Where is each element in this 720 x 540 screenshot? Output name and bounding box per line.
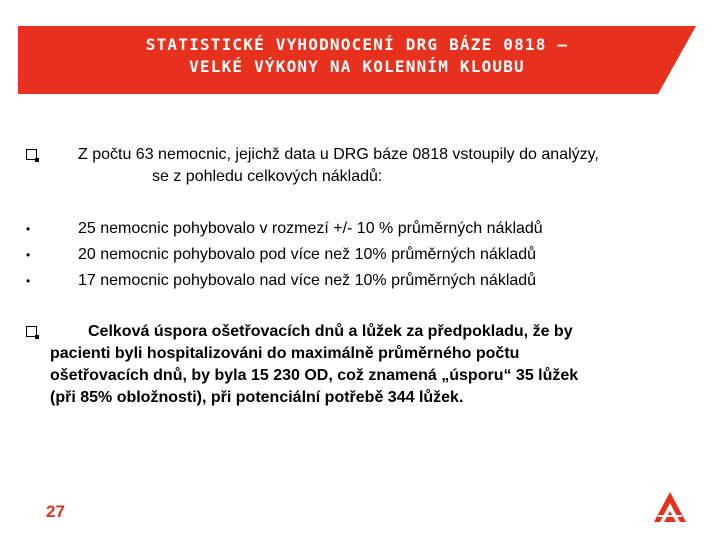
bullet-dot-icon: • [26, 248, 31, 262]
bullet-dot-icon: • [26, 222, 31, 236]
bullet-item-2: 20 nemocnic pohybovalo pod více než 10% průměrných nákladů [78, 246, 537, 263]
intro-line-1: Z počtu 63 nemocnic, jejichž data u DRG báze 0818 vstoupily do analýzy, [78, 146, 599, 163]
company-logo-icon [650, 486, 690, 526]
page-title [18, 34, 696, 78]
summary-line-3: ošetřovacích dnů, by byla 15 230 OD, což znamená „úsporu“ 35 lůžek [50, 367, 579, 384]
title-banner [18, 26, 696, 94]
checkbox-bullet-icon [26, 149, 37, 160]
summary-line-1: Celková úspora ošetřovacích dnů a lůžek za předpokladu, že by [88, 323, 573, 340]
intro-line-2: se z pohledu celkových nákladů: [152, 168, 383, 185]
title-line-1: STATISTICKÉ VYHODNOCENÍ DRG BÁZE 0818 – [145, 35, 569, 54]
summary-line-2: pacienti byli hospitalizováni do maximálně průměrného počtu [50, 345, 520, 362]
page-number: 27 [46, 502, 65, 521]
checkbox-bullet-icon [26, 326, 37, 337]
summary-line-4: (při 85% obložnosti), při potenciální potřebě 344 lůžek. [50, 389, 464, 406]
bullet-item-1: 25 nemocnic pohybovalo v rozmezí +/- 10 % průměrných nákladů [78, 220, 543, 237]
bullet-dot-icon: • [26, 274, 31, 288]
bullet-item-3: 17 nemocnic pohybovalo nad více než 10% průměrných nákladů [78, 272, 537, 289]
title-line-2: VELKÉ VÝKONY NA KOLENNÍM KLOUBU [189, 57, 525, 76]
